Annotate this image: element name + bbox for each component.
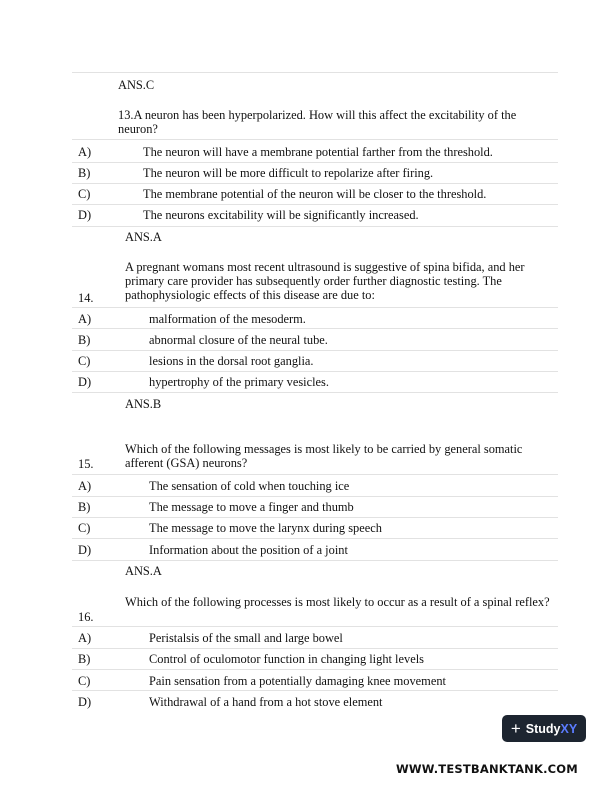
q15-option-c-letter: C) <box>78 521 91 535</box>
badge-brand <box>526 722 577 736</box>
q15-option-a-letter: A) <box>78 479 92 493</box>
q16-option-b-letter: B) <box>78 652 91 666</box>
q14-option-c-text: lesions in the dorsal root ganglia. <box>149 354 314 368</box>
q14-option-d-text: hypertrophy of the primary vesicles. <box>149 375 329 389</box>
q14-option-a-text: malformation of the mesoderm. <box>149 312 306 326</box>
q14-answer: ANS.B <box>125 397 162 411</box>
q13-option-b-letter: B) <box>78 166 91 180</box>
q15-number: 15. <box>78 457 94 471</box>
q13-option-c-text: The membrane potential of the neuron will be closer to the threshold. <box>143 187 487 201</box>
q14-option-a-letter: A) <box>78 312 92 326</box>
q13-option-a-letter: A) <box>78 145 92 159</box>
q15-option-c-text: The message to move the larynx during speech <box>149 521 382 535</box>
q13-answer: ANS.A <box>125 230 162 244</box>
q16-option-a-text: Peristalsis of the small and large bowel <box>149 631 343 645</box>
studyxy-badge[interactable] <box>502 715 586 742</box>
q14-option-b-letter: B) <box>78 333 91 347</box>
q15-option-b-letter: B) <box>78 500 91 514</box>
q15-option-b-text: The message to move a finger and thumb <box>149 500 354 514</box>
q14-option-d-letter: D) <box>78 375 92 389</box>
q16-option-c-letter: C) <box>78 674 91 688</box>
q16-option-d-text: Withdrawal of a hand from a hot stove element <box>149 695 383 709</box>
badge-xy: XY <box>560 721 578 736</box>
q13-option-d-text: The neurons excitability will be significantly increased. <box>143 208 419 222</box>
q14-option-c-letter: C) <box>78 354 91 368</box>
q16-option-d-letter: D) <box>78 695 92 709</box>
q13-option-b-text: The neuron will be more difficult to repolarize after firing. <box>143 166 434 180</box>
q15-answer: ANS.A <box>125 564 162 578</box>
q13-option-c-letter: C) <box>78 187 91 201</box>
q16-number: 16. <box>78 610 94 624</box>
q16-option-a-letter: A) <box>78 631 92 645</box>
q14-stem: A pregnant womans most recent ultrasound is suggestive of spina bifida, and her primary care provider has subsequently order further diagnostic testing. The pathophysiologic effects of this disease are due to: <box>125 260 525 303</box>
q15-option-a-text: The sensation of cold when touching ice <box>149 479 350 493</box>
q13-option-a-text: The neuron will have a membrane potential farther from the threshold. <box>143 145 493 159</box>
badge-study: Study <box>525 721 561 736</box>
q13-stem: 13.A neuron has been hyperpolarized. How will this affect the excitability of the neuron? <box>118 108 517 137</box>
q13-option-d-letter: D) <box>78 208 92 222</box>
q12-answer: ANS.C <box>118 78 155 92</box>
q15-option-d-letter: D) <box>78 543 92 557</box>
q14-option-b-text: abnormal closure of the neural tube. <box>149 333 328 347</box>
q16-option-c-text: Pain sensation from a potentially damaging knee movement <box>149 674 446 688</box>
q16-option-b-text: Control of oculomotor function in changing light levels <box>149 652 424 666</box>
footer-site-link[interactable]: WWW.TESTBANKTANK.COM <box>396 762 578 776</box>
q16-stem: Which of the following processes is most likely to occur as a result of a spinal reflex? <box>125 595 550 609</box>
q14-number: 14. <box>78 291 94 305</box>
plus-icon: + <box>510 719 521 738</box>
q15-stem: Which of the following messages is most likely to be carried by general somatic afferent (GSA) neurons? <box>125 442 523 471</box>
q15-option-d-text: Information about the position of a joint <box>149 543 348 557</box>
